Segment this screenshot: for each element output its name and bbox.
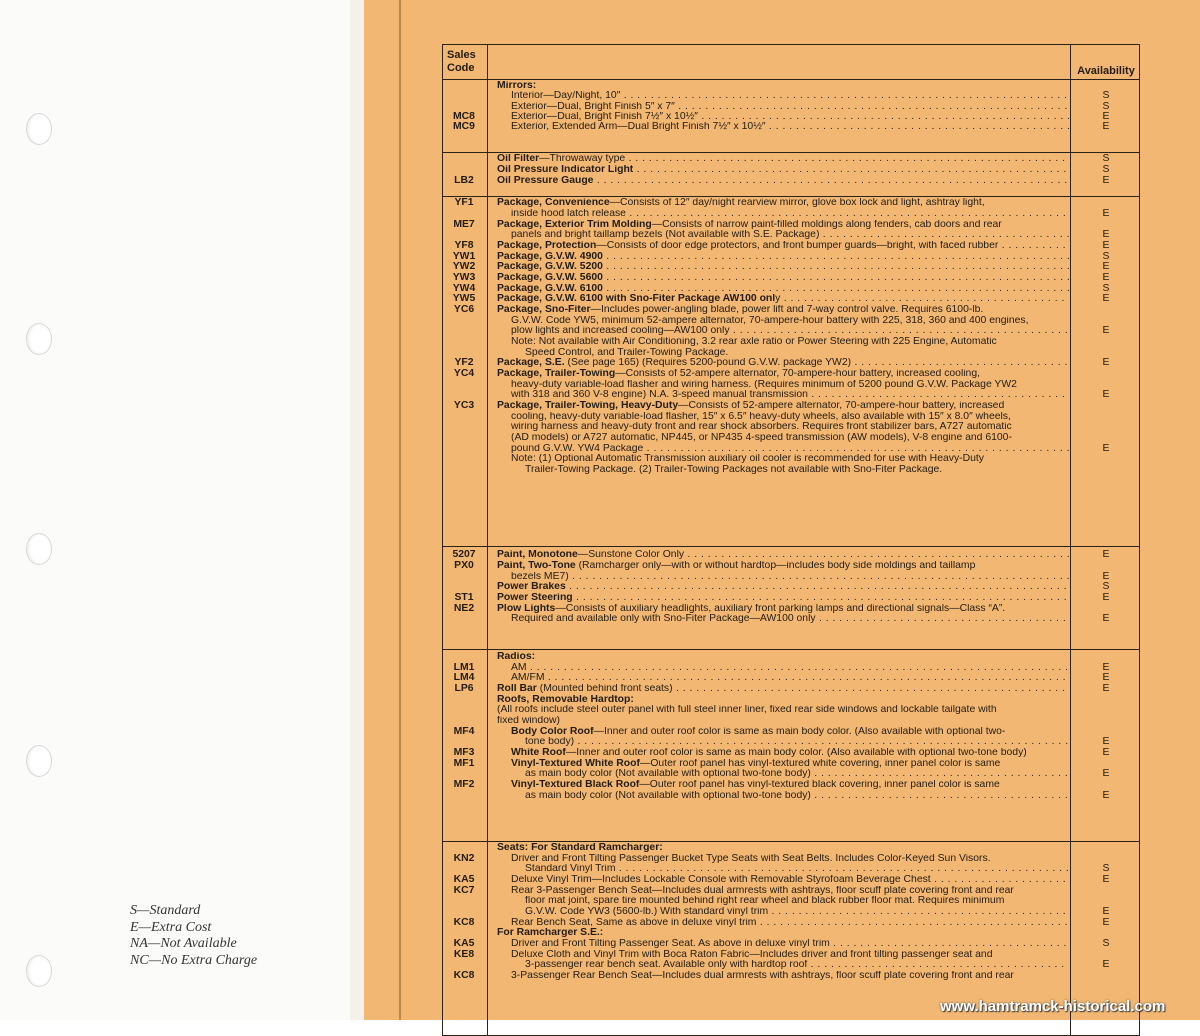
table-row xyxy=(443,960,1139,971)
sales-code: KC8 xyxy=(453,916,475,928)
table-row xyxy=(443,294,1139,305)
option-description: G.V.W. Code YW5, minimum 52-ampere alternator, 70-ampere-hour battery with 225, 318, 360 and 400 engines, xyxy=(511,315,1029,326)
table-row xyxy=(443,112,1139,123)
option-description: bezels ME7) . . . xyxy=(511,572,1069,583)
availability-value: E xyxy=(1102,916,1110,928)
table-row xyxy=(443,154,1139,165)
option-detail: —Throwaway type xyxy=(539,154,626,164)
option-detail: —Inner and outer roof color is same as main body color. (Also available with optional two- xyxy=(593,726,1006,737)
option-name: Vinyl-Textured White Roof xyxy=(511,758,640,769)
table-row xyxy=(443,390,1139,401)
option-description: pound G.V.W. YW4 Package . . . xyxy=(511,444,1069,455)
table-row xyxy=(443,896,1139,907)
option-description xyxy=(497,604,1069,615)
option-description xyxy=(497,305,1069,316)
availability-value: S xyxy=(1102,164,1110,175)
sales-code: MC8 xyxy=(453,111,475,122)
availability-value: E xyxy=(1102,661,1110,673)
option-description xyxy=(511,780,1069,791)
table-row xyxy=(443,572,1139,583)
option-name: Package, G.V.W. 5600 xyxy=(497,273,603,283)
option-description xyxy=(497,593,1069,604)
availability-value: E xyxy=(1102,442,1110,454)
option-name: Body Color Roof xyxy=(511,726,594,737)
option-detail: (See page 165) (Requires 5200-pound G.V.W. package YW2) xyxy=(564,358,852,369)
table-row xyxy=(443,604,1139,615)
option-description: Required and available only with Sno-Fiter Package—AW100 only . . . xyxy=(511,614,1069,625)
table-row xyxy=(443,284,1139,295)
option-description: Deluxe Vinyl Trim—Includes Lockable Console with Removable Styrofoam Beverage Chest . . . xyxy=(511,875,1069,886)
option-description: Seats: For Standard Ramcharger: xyxy=(497,843,663,853)
option-description: For Ramcharger S.E.: xyxy=(497,928,604,939)
group-divider xyxy=(443,649,1139,650)
option-description xyxy=(497,262,1069,273)
option-description: Driver and Front Tilting Passenger Seat. As above in deluxe vinyl trim . . . xyxy=(511,939,1069,950)
option-description xyxy=(497,369,1069,380)
option-detail: —Outer roof panel has vinyl-textured black covering, inner panel color is same xyxy=(639,780,1000,790)
table-row xyxy=(443,454,1139,465)
option-name: Oil Pressure Gauge xyxy=(497,176,594,186)
option-detail: —Outer roof panel has vinyl-textured white covering, inner panel color is same xyxy=(639,758,1001,769)
table-row xyxy=(443,241,1139,252)
option-name: Power Brakes xyxy=(497,582,566,593)
option-name: Package, G.V.W. 6100 with Sno-Fiter Package AW100 onl xyxy=(497,294,776,305)
option-description xyxy=(497,284,1069,295)
table-row xyxy=(443,348,1139,359)
table-row xyxy=(443,412,1139,423)
availability-value: E xyxy=(1102,683,1110,694)
option-description: Deluxe Cloth and Vinyl Trim with Boca Raton Fabric—Includes driver and front tilting passenger seat and xyxy=(511,949,993,960)
table-row xyxy=(443,716,1139,727)
option-description xyxy=(497,561,1069,572)
option-name: Paint, Monotone xyxy=(497,550,578,560)
option-detail: —Inner and outer roof color is same as main body color. (Also available with optional two-tone body) xyxy=(565,748,1027,758)
availability-value: E xyxy=(1102,592,1110,603)
sales-code: KN2 xyxy=(453,852,475,864)
option-description: Note: Not available with Air Conditioning, 3.2 rear axle ratio or Power Steering with 225 Engine, Automatic xyxy=(511,337,997,347)
availability-value: E xyxy=(1102,293,1110,305)
page-gutter xyxy=(350,0,364,1020)
sales-code: LM1 xyxy=(453,661,475,673)
option-description: Exterior—Dual, Bright Finish 7½″ x 10½″ . . . xyxy=(511,112,1069,123)
table-row xyxy=(443,843,1139,854)
option-description xyxy=(497,582,1069,593)
table-row xyxy=(443,262,1139,273)
option-description: cooling, heavy-duty variable-load flasher, 15″ x 6.5″ heavy-duty wheels, also available with 15″ x 8.0″ wheels, xyxy=(511,411,1011,422)
option-description xyxy=(497,273,1069,284)
table-row xyxy=(443,791,1139,802)
option-description: 3-passenger rear bench seat. Available only with hardtop roof . . . xyxy=(525,960,1069,971)
legend-extra-cost: E—Extra Cost xyxy=(130,919,212,935)
option-name: Roll Bar xyxy=(497,684,537,694)
table-row xyxy=(443,652,1139,663)
sales-code: ME7 xyxy=(453,218,475,230)
sales-code: KC8 xyxy=(453,970,475,981)
option-name: Package, Convenience xyxy=(497,198,610,208)
availability-value: S xyxy=(1102,153,1110,164)
sales-code: 5207 xyxy=(452,549,476,560)
watermark: www.hamtramck-historical.com xyxy=(940,998,1166,1015)
availability-value: E xyxy=(1102,325,1110,337)
table-row xyxy=(443,673,1139,684)
option-detail: y xyxy=(775,294,781,305)
table-row xyxy=(443,769,1139,780)
table-row xyxy=(443,854,1139,865)
group-divider xyxy=(443,546,1139,547)
option-description xyxy=(511,727,1069,738)
option-description: Exterior—Dual, Bright Finish 5″ x 7″ . . . xyxy=(511,102,1069,113)
availability-value: E xyxy=(1102,736,1110,748)
option-name: Oil Pressure Indicator Light xyxy=(497,165,634,175)
option-name: Package, G.V.W. 6100 xyxy=(497,283,603,294)
option-description xyxy=(497,550,1069,561)
option-description: Mirrors: xyxy=(497,81,537,91)
option-name: Package, Sno-Fiter xyxy=(497,305,591,315)
sales-code: YW2 xyxy=(452,261,476,273)
option-description xyxy=(497,220,1069,231)
sales-code: YF2 xyxy=(454,357,474,369)
legend-not-available: NA—Not Available xyxy=(130,936,237,951)
option-name: White Roof xyxy=(511,748,566,758)
table-row xyxy=(443,737,1139,748)
table-row xyxy=(443,614,1139,625)
availability-value: S xyxy=(1102,938,1110,949)
binder-hole xyxy=(26,323,52,355)
option-name: Package, S.E. xyxy=(497,358,565,369)
table-row xyxy=(443,950,1139,961)
availability-value: E xyxy=(1102,570,1110,582)
option-name: Plow Lights xyxy=(497,603,556,614)
option-description xyxy=(497,358,1069,369)
option-description: (All roofs include steel outer panel with full steel inner liner, fixed rear side windows and lockable tailgate with xyxy=(497,705,997,716)
option-description: tone body) . . . xyxy=(525,737,1069,748)
binder-hole xyxy=(26,745,52,777)
binder-hole xyxy=(26,533,52,565)
sales-code: KA5 xyxy=(453,938,475,949)
margin-rule xyxy=(399,0,401,1020)
sales-code: KC7 xyxy=(453,884,475,896)
option-detail: —Consists of narrow paint-filled moldings along fenders, cab doors and rear xyxy=(651,219,1002,230)
sales-code: LM4 xyxy=(453,672,475,684)
option-detail: —Sunstone Color Only xyxy=(577,550,685,560)
option-detail: (Ramcharger only—with or without hardtop—includes body side moldings and taillamp xyxy=(575,561,976,571)
sales-code: LP6 xyxy=(454,683,474,694)
sales-code: YC3 xyxy=(453,400,475,411)
table-row xyxy=(443,444,1139,455)
availability-value: E xyxy=(1102,959,1110,971)
table-row xyxy=(443,305,1139,316)
option-description: Speed Control, and Trailer-Towing Package. xyxy=(525,347,729,358)
option-name: Package, Exterior Trim Molding xyxy=(497,219,652,230)
sales-code: YF8 xyxy=(454,240,474,251)
table-row xyxy=(443,81,1139,92)
option-description: Roofs, Removable Hardtop: xyxy=(497,694,634,705)
table-row xyxy=(443,165,1139,176)
availability-value: E xyxy=(1102,874,1110,885)
option-description: with 318 and 360 V-8 engine) N.A. 3-speed manual transmission . . . xyxy=(511,390,1069,401)
option-description: Trailer-Towing Package. (2) Trailer-Towing Packages not available with Sno-Fiter Package. xyxy=(525,465,943,475)
binder-hole xyxy=(26,113,52,145)
availability-value: E xyxy=(1102,549,1110,560)
sales-code: YW4 xyxy=(452,282,476,294)
table-row xyxy=(443,875,1139,886)
table-row xyxy=(443,273,1139,284)
option-name: Vinyl-Textured Black Roof xyxy=(511,780,640,790)
binder-hole xyxy=(26,955,52,987)
availability-value: E xyxy=(1102,175,1110,186)
group-divider xyxy=(443,152,1139,153)
option-description: wiring harness and heavy-duty front and rear shock absorbers. Requires front stabilizer bars, A727 automatic xyxy=(511,422,1012,433)
option-description xyxy=(497,241,1069,252)
option-detail: —Consists of 52-ampere alternator, 70-ampere-hour battery, increased cooling, xyxy=(615,369,981,379)
option-name: Oil Filter xyxy=(497,154,540,164)
option-description: plow lights and increased cooling—AW100 only . . . xyxy=(511,326,1069,337)
sales-code: MC9 xyxy=(453,121,475,133)
availability-value: E xyxy=(1102,111,1110,122)
option-description: Interior—Day/Night, 10″ . . . xyxy=(511,91,1069,102)
sales-code: YC4 xyxy=(453,368,475,379)
sales-code: NE2 xyxy=(453,602,475,614)
table-row xyxy=(443,727,1139,738)
availability-value: E xyxy=(1102,389,1110,401)
table-row xyxy=(443,337,1139,348)
table-row xyxy=(443,198,1139,209)
sales-code: PX0 xyxy=(454,560,474,571)
table-row xyxy=(443,561,1139,572)
option-description: floor mat joint, spare tire mounted behind right rear wheel and black rubber floor mat. Requires minimum xyxy=(525,896,1005,907)
table-row xyxy=(443,928,1139,939)
option-description: Exterior, Extended Arm—Dual Bright Finish 7½″ x 10½″ . . . xyxy=(511,122,1069,133)
option-description xyxy=(497,294,1069,305)
table-row xyxy=(443,369,1139,380)
availability-value: S xyxy=(1102,282,1110,294)
table-row xyxy=(443,582,1139,593)
option-description: Note: (1) Optional Automatic Transmission auxiliary oil cooler is recommended for use with Heavy-Duty xyxy=(511,454,984,465)
option-description: (AD models) or A727 automatic, NP445, or NP435 4-speed transmission (AW models), V-8 engine and 6100- xyxy=(511,433,1012,443)
sales-code: KE8 xyxy=(453,948,475,960)
option-name: Package, Trailer-Towing xyxy=(497,369,616,379)
option-description: as main body color (Not available with optional two-tone body) . . . xyxy=(525,791,1069,802)
table-row xyxy=(443,971,1139,982)
option-description xyxy=(497,401,1069,412)
option-description xyxy=(497,252,1069,263)
table-row xyxy=(443,748,1139,759)
availability-value: E xyxy=(1102,672,1110,684)
table-row xyxy=(443,886,1139,897)
sales-code: YW5 xyxy=(452,293,476,305)
sales-code: MF2 xyxy=(453,779,475,790)
table-row xyxy=(443,401,1139,412)
table-row xyxy=(443,465,1139,476)
options-table xyxy=(442,44,1140,1036)
option-detail: (Mounted behind front seats) xyxy=(536,684,673,694)
sales-code: LB2 xyxy=(454,175,474,186)
sales-code: MF4 xyxy=(453,725,475,737)
sales-code: YC6 xyxy=(453,304,475,315)
sales-code: MF1 xyxy=(453,757,475,769)
table-row xyxy=(443,102,1139,113)
sales-code: YW1 xyxy=(452,250,476,262)
table-row xyxy=(443,780,1139,791)
availability-legend xyxy=(130,903,257,969)
option-description: Radios: xyxy=(497,652,536,662)
option-description: fixed window) xyxy=(497,716,560,726)
availability-value: E xyxy=(1102,207,1110,219)
option-detail: —Consists of 52-ampere alternator, 70-ampere-hour battery, increased xyxy=(678,401,1005,411)
option-description: Rear Bench Seat, Same as above in deluxe vinyl trim . . . xyxy=(511,918,1069,929)
table-row xyxy=(443,433,1139,444)
availability-value: E xyxy=(1102,747,1110,758)
table-row xyxy=(443,209,1139,220)
option-description: Standard Vinyl Trim . . . xyxy=(525,864,1069,875)
availability-value: S xyxy=(1102,90,1110,102)
option-name: Package, G.V.W. 4900 xyxy=(497,251,603,262)
option-description xyxy=(497,198,1069,209)
option-description: AM/FM . . . xyxy=(511,673,1069,684)
header-sales-code: Sales Code xyxy=(447,49,476,74)
availability-value: E xyxy=(1102,768,1110,780)
availability-value: S xyxy=(1102,250,1110,262)
table-row xyxy=(443,220,1139,231)
option-description xyxy=(497,684,1069,695)
availability-value: E xyxy=(1102,906,1110,917)
header-availability: Availability xyxy=(1077,65,1135,77)
sales-code: YF1 xyxy=(454,197,474,208)
availability-value: E xyxy=(1102,789,1110,801)
option-description: as main body color (Not available with optional two-tone body) . . . xyxy=(525,769,1069,780)
table-row xyxy=(443,864,1139,875)
option-name: Package, G.V.W. 5200 xyxy=(497,262,603,273)
group-divider xyxy=(443,196,1139,197)
header-divider xyxy=(443,79,1139,80)
option-detail: —Consists of auxiliary headlights, auxiliary front parking lamps and directional signals—Class “A”. xyxy=(555,603,1006,614)
legend-standard: S—Standard xyxy=(130,903,201,918)
table-row xyxy=(443,695,1139,706)
option-description xyxy=(511,748,1069,759)
option-detail: —Consists of 12″ day/night rearview mirror, glove box lock and light, ashtray light, xyxy=(609,198,985,208)
option-description xyxy=(511,759,1069,770)
option-description: heavy-duty variable-load flasher and wiring harness. (Requires minimum of 5200 pound G.V.W. Package YW2 xyxy=(511,379,1017,390)
option-description: Rear 3-Passenger Bench Seat—Includes dual armrests with ashtrays, floor scuff plate covering front and rear xyxy=(511,885,1014,896)
option-description: AM . . . xyxy=(511,663,1069,674)
option-description: Driver and Front Tilting Passenger Bucket Type Seats with Seat Belts. Includes Color-Keyed Sun Visors. xyxy=(511,853,991,864)
availability-value: E xyxy=(1102,121,1110,133)
sales-code: MF3 xyxy=(453,747,475,758)
option-description: inside hood latch release . . . xyxy=(511,209,1069,220)
option-description: panels and bright taillamp bezels (Not available with S.E. Package) . . . xyxy=(511,230,1069,241)
table-row xyxy=(443,918,1139,929)
option-name: Package, Protection xyxy=(497,241,597,251)
table-row xyxy=(443,684,1139,695)
table-row xyxy=(443,759,1139,770)
table-row xyxy=(443,380,1139,391)
legend-no-extra-charge: NC—No Extra Charge xyxy=(130,952,258,968)
table-row xyxy=(443,252,1139,263)
availability-value: E xyxy=(1102,357,1110,369)
availability-value: E xyxy=(1102,272,1110,283)
table-row xyxy=(443,91,1139,102)
table-row xyxy=(443,422,1139,433)
option-description xyxy=(497,154,1069,165)
table-row xyxy=(443,907,1139,918)
option-description: G.V.W. Code YW3 (5600-lb.) With standard vinyl trim . . . xyxy=(525,907,1069,918)
option-name: Paint, Two-Tone xyxy=(497,561,576,571)
sales-code: ST1 xyxy=(454,592,474,603)
left-page xyxy=(0,0,350,1020)
sales-code: KA5 xyxy=(453,874,475,885)
availability-value: S xyxy=(1102,100,1110,112)
sales-code: YW3 xyxy=(452,272,476,283)
option-description: 3-Passenger Rear Bench Seat—Includes dual armrests with ashtrays, floor scuff plate covering front and rear xyxy=(511,971,1014,981)
availability-value: S xyxy=(1102,581,1110,593)
availability-value: E xyxy=(1102,261,1110,273)
table-row xyxy=(443,316,1139,327)
table-row xyxy=(443,122,1139,133)
table-row xyxy=(443,705,1139,716)
table-row xyxy=(443,939,1139,950)
option-detail: —Includes power-angling blade, power lift and 7-way control valve. Requires 6100-lb. xyxy=(590,305,984,315)
table-row xyxy=(443,550,1139,561)
option-description xyxy=(497,165,1069,176)
option-name: Power Steering xyxy=(497,593,573,603)
table-row xyxy=(443,358,1139,369)
availability-value: E xyxy=(1102,229,1110,240)
option-name: Package, Trailer-Towing, Heavy-Duty xyxy=(497,401,679,411)
availability-value: E xyxy=(1102,240,1110,251)
table-row xyxy=(443,176,1139,187)
availability-value: E xyxy=(1102,613,1110,625)
table-row xyxy=(443,663,1139,674)
table-row xyxy=(443,230,1139,241)
option-detail: —Consists of door edge protectors, and front bumper guards—bright, with faced rubber xyxy=(596,241,999,251)
table-row xyxy=(443,326,1139,337)
option-description xyxy=(497,176,1069,187)
availability-value: S xyxy=(1102,863,1110,875)
table-row xyxy=(443,593,1139,604)
group-divider xyxy=(443,841,1139,842)
